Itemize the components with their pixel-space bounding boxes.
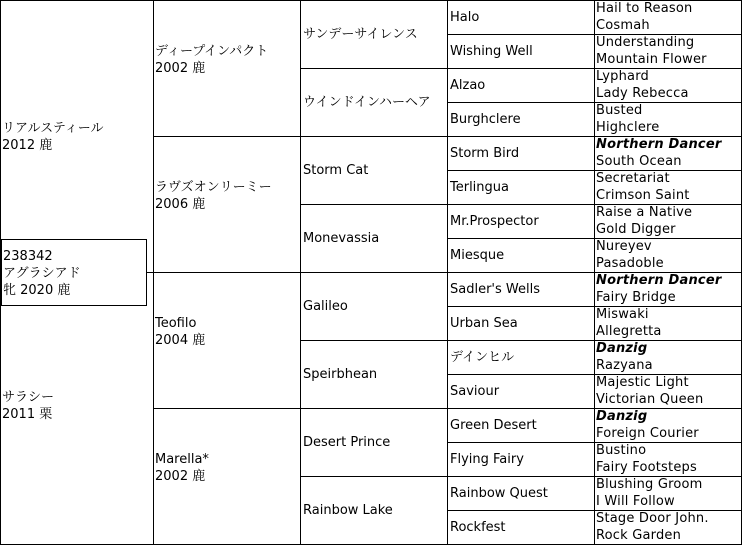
gen5-name: Miswaki: [596, 307, 649, 322]
gen3-cell: [300, 340, 448, 409]
gen5-name: Cosmah: [596, 18, 650, 33]
gen2-cell: [153, 136, 301, 273]
gen3-cell: [300, 408, 448, 477]
gen5-cell: [594, 408, 742, 443]
gen4-name: Saviour: [450, 384, 500, 399]
gen4-cell: [447, 306, 595, 341]
sire-cell: [0, 0, 154, 273]
gen5-name: Fairy Bridge: [596, 290, 676, 305]
gen4-cell: [447, 374, 595, 409]
gen5-name: I Will Follow: [596, 494, 675, 509]
gen5-name: Blushing Groom: [596, 477, 703, 492]
gen2-cell: [153, 408, 301, 545]
gen4-cell: [447, 442, 595, 477]
gen5-name: Fairy Footsteps: [596, 460, 697, 475]
gen3-name: Desert Prince: [303, 435, 391, 450]
gen5-name: Danzig: [596, 341, 648, 356]
subject-id: 238342: [3, 249, 53, 264]
gen5-name: Understanding: [596, 35, 695, 50]
gen3-name: Rainbow Lake: [303, 503, 393, 518]
gen4-name: Burghclere: [450, 112, 521, 127]
subject-name: アグラシアド: [3, 266, 81, 281]
gen4-name: デインヒル: [450, 350, 515, 365]
gen3-cell: [300, 68, 448, 137]
gen2-year-color: 2004 鹿: [155, 333, 206, 348]
gen2-name: ディープインパクト: [155, 44, 269, 59]
gen4-cell: [447, 34, 595, 69]
gen2-name: Marella*: [155, 452, 209, 467]
gen4-name: Halo: [450, 10, 480, 25]
gen3-name: Speirbhean: [303, 367, 378, 382]
gen4-cell: [447, 170, 595, 205]
gen2-year-color: 2006 鹿: [155, 197, 206, 212]
gen3-cell: [300, 136, 448, 205]
gen2-year-color: 2002 鹿: [155, 469, 206, 484]
gen5-name: Northern Dancer: [596, 273, 722, 288]
gen5-name: Rock Garden: [596, 528, 682, 543]
gen5-name: Gold Digger: [596, 222, 676, 237]
gen4-cell: [447, 272, 595, 307]
subject-box: [1, 239, 147, 306]
gen5-name: Victorian Queen: [596, 392, 704, 407]
gen5-name: Bustino: [596, 443, 647, 458]
gen5-cell: [594, 340, 742, 375]
gen5-name: Foreign Courier: [596, 426, 699, 441]
gen4-name: Wishing Well: [450, 44, 533, 59]
gen3-name: サンデーサイレンス: [303, 27, 418, 42]
gen4-name: Sadler's Wells: [450, 282, 540, 297]
gen5-name: Majestic Light: [596, 375, 689, 390]
gen5-cell: [594, 170, 742, 205]
sire-year-color: 2012 鹿: [2, 138, 53, 153]
gen5-cell: [594, 102, 742, 137]
gen5-name: South Ocean: [596, 154, 682, 169]
gen5-cell: [594, 238, 742, 273]
gen5-cell: [594, 510, 742, 545]
gen3-name: Galileo: [303, 299, 348, 314]
gen5-cell: [594, 0, 742, 35]
dam-cell: [0, 272, 154, 545]
gen5-name: Allegretta: [596, 324, 662, 339]
gen5-cell: [594, 34, 742, 69]
gen3-cell: [300, 0, 448, 69]
gen3-cell: [300, 476, 448, 545]
gen5-name: Secretariat: [596, 171, 670, 186]
gen3-cell: [300, 272, 448, 341]
gen4-name: Urban Sea: [450, 316, 518, 331]
gen4-name: Storm Bird: [450, 146, 520, 161]
gen5-name: Busted: [596, 103, 643, 118]
dam-year-color: 2011 栗: [2, 407, 53, 422]
gen3-name: Storm Cat: [303, 163, 369, 178]
gen5-name: Northern Dancer: [596, 137, 722, 152]
gen5-cell: [594, 476, 742, 511]
gen4-name: Green Desert: [450, 418, 537, 433]
gen5-name: Raise a Native: [596, 205, 693, 220]
gen5-name: Highclere: [596, 120, 660, 135]
gen2-name: ラヴズオンリーミー: [155, 180, 272, 195]
gen4-cell: [447, 136, 595, 171]
gen5-cell: [594, 204, 742, 239]
gen5-cell: [594, 272, 742, 307]
gen5-name: Crimson Saint: [596, 188, 690, 203]
gen5-name: Pasadoble: [596, 256, 664, 271]
gen4-name: Rainbow Quest: [450, 486, 548, 501]
gen5-cell: [594, 68, 742, 103]
gen4-cell: [447, 0, 595, 35]
gen5-name: Hail to Reason: [596, 1, 693, 16]
gen5-cell: [594, 374, 742, 409]
gen5-name: Nureyev: [596, 239, 652, 254]
gen5-cell: [594, 306, 742, 341]
gen2-year-color: 2002 鹿: [155, 61, 206, 76]
gen4-cell: [447, 476, 595, 511]
gen4-name: Alzao: [450, 78, 486, 93]
gen4-name: Terlingua: [450, 180, 509, 195]
gen4-cell: [447, 204, 595, 239]
gen5-name: Danzig: [596, 409, 648, 424]
gen4-name: Mr.Prospector: [450, 214, 539, 229]
gen5-name: Lyphard: [596, 69, 649, 84]
gen4-cell: [447, 102, 595, 137]
gen5-name: Mountain Flower: [596, 52, 707, 67]
gen3-name: Monevassia: [303, 231, 380, 246]
gen4-name: Miesque: [450, 248, 505, 263]
dam-name: サラシー: [2, 390, 55, 405]
gen5-cell: [594, 136, 742, 171]
gen4-cell: [447, 340, 595, 375]
gen4-cell: [447, 238, 595, 273]
subject-sex-year-color: 牝 2020 鹿: [3, 283, 71, 298]
sire-name: リアルスティール: [2, 121, 104, 136]
gen5-name: Stage Door John.: [596, 511, 709, 526]
gen2-name: Teofilo: [155, 316, 197, 331]
gen5-name: Razyana: [596, 358, 653, 373]
gen3-cell: [300, 204, 448, 273]
gen4-cell: [447, 68, 595, 103]
gen3-name: ウインドインハーヘア: [303, 95, 431, 110]
gen4-cell: [447, 408, 595, 443]
gen5-name: Lady Rebecca: [596, 86, 689, 101]
gen4-name: Rockfest: [450, 520, 506, 535]
gen4-cell: [447, 510, 595, 545]
gen2-cell: [153, 0, 301, 137]
gen4-name: Flying Fairy: [450, 452, 524, 467]
gen5-cell: [594, 442, 742, 477]
gen2-cell: [153, 272, 301, 409]
